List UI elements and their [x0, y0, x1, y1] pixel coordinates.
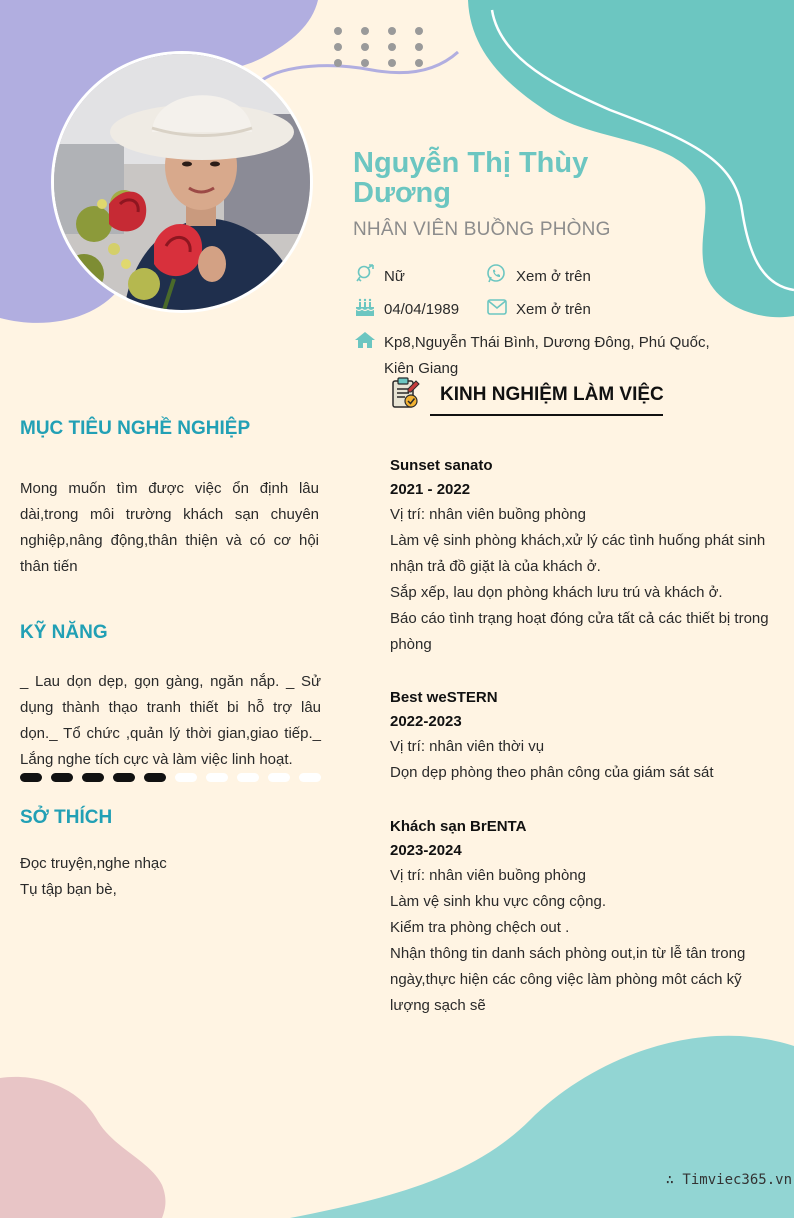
- skill-dash-empty: [268, 773, 290, 782]
- job-title: NHÂN VIÊN BUỒNG PHÒNG: [353, 219, 611, 240]
- skills-text: _ Lau dọn dẹp, gọn gàng, ngăn nắp. _ Sử dụng thành thạo tranh thiết bi hỗ trợ lâu dọn._ Tổ chức ,quản lý thời gian,giao tiếp._ Lắng nghe tích cực và làm việc linh hoạt.: [20, 673, 321, 768]
- candidate-name: Nguyễn Thị Thùy Dương: [353, 147, 589, 209]
- experience-title: KINH NGHIỆM LÀM VIỆC: [440, 384, 664, 405]
- skill-dash-filled: [144, 773, 166, 782]
- skill-dash-filled: [20, 773, 42, 782]
- job-line: Kiểm tra phòng chệch out .: [390, 919, 570, 936]
- job-line: Vị trí: nhân viên thời vụ: [390, 738, 545, 755]
- gender-value: Nữ: [384, 268, 405, 285]
- skill-dash-filled: [82, 773, 104, 782]
- job-line: Báo cáo tình trạng hoạt đóng cửa tất cả các thiết bị trong phòng: [390, 610, 769, 653]
- skill-dash-empty: [237, 773, 259, 782]
- brand-logo[interactable]: ∴ Timviec365.vn: [665, 1172, 792, 1188]
- gender-icon: [354, 264, 376, 284]
- skills-title: KỸ NĂNG: [20, 622, 108, 643]
- phone-value: Xem ở trên: [516, 268, 591, 285]
- job-line: Làm vệ sinh khu vực công cộng.: [390, 893, 606, 910]
- job-line: Vị trí: nhân viên buồng phòng: [390, 867, 586, 884]
- home-icon: [354, 330, 376, 350]
- pink-blob: [0, 1077, 165, 1218]
- birthday-value: 04/04/1989: [384, 301, 460, 318]
- skill-dash-filled: [113, 773, 135, 782]
- job-period: 2022-2023: [390, 713, 462, 730]
- email-value: Xem ở trên: [516, 301, 591, 318]
- lavender-curve: [262, 52, 458, 80]
- job-entry: [390, 454, 770, 658]
- job-line: Nhận thông tin danh sách phòng out,in từ lễ tân trong ngày,thực hiện các công việc làm phòng môt cách kỹ lượng sạch sẽ: [390, 945, 746, 1014]
- job-period: 2023-2024: [390, 842, 462, 859]
- hobby-item: Đọc truyện,nghe nhạc: [20, 855, 167, 872]
- job-entry: [390, 686, 770, 786]
- address-value: Kp8,Nguyễn Thái Bình, Dương Đông, Phú Quốc, Kiên Giang: [384, 334, 710, 377]
- hobbies-list: [20, 851, 320, 903]
- job-company: Sunset sanato: [390, 457, 493, 474]
- skill-dash-empty: [206, 773, 228, 782]
- light-teal-blob: [290, 1036, 794, 1218]
- phone-icon: [486, 264, 508, 284]
- hobby-item: Tụ tập bạn bè,: [20, 881, 117, 898]
- job-company: Best weSTERN: [390, 689, 498, 706]
- skill-level-bar: [20, 773, 322, 783]
- skill-dash-filled: [51, 773, 73, 782]
- avatar: [51, 51, 313, 313]
- birthday-cake-icon: [354, 297, 376, 317]
- job-company: Khách sạn BrENTA: [390, 818, 527, 835]
- job-entry: [390, 815, 770, 1019]
- job-period: 2021 - 2022: [390, 481, 471, 498]
- experience-title-underline: [430, 414, 663, 416]
- job-line: Dọn dẹp phòng theo phân công của giám sát sát: [390, 764, 714, 781]
- email-icon: [486, 297, 508, 317]
- hobbies-title: SỞ THÍCH: [20, 807, 113, 828]
- dot-grid: [334, 27, 423, 67]
- skill-dash-empty: [299, 773, 321, 782]
- job-line: Sắp xếp, lau dọn phòng khách lưu trú và khách ở.: [390, 584, 723, 601]
- job-line: Vị trí: nhân viên buồng phòng: [390, 506, 586, 523]
- experience-icon: [389, 377, 421, 409]
- objective-title: MỤC TIÊU NGHỀ NGHIỆP: [20, 418, 251, 439]
- job-line: Làm vệ sinh phòng khách,xử lý các tình huống phát sinh nhận trả đồ giặt là của khách ở.: [390, 532, 766, 575]
- objective-text: Mong muốn tìm được việc ổn định lâu dài,trong môi trường khách sạn chuyên nghiệp,nâng động,thân thiện và có cơ hội thân tiến: [20, 480, 319, 575]
- skill-dash-empty: [175, 773, 197, 782]
